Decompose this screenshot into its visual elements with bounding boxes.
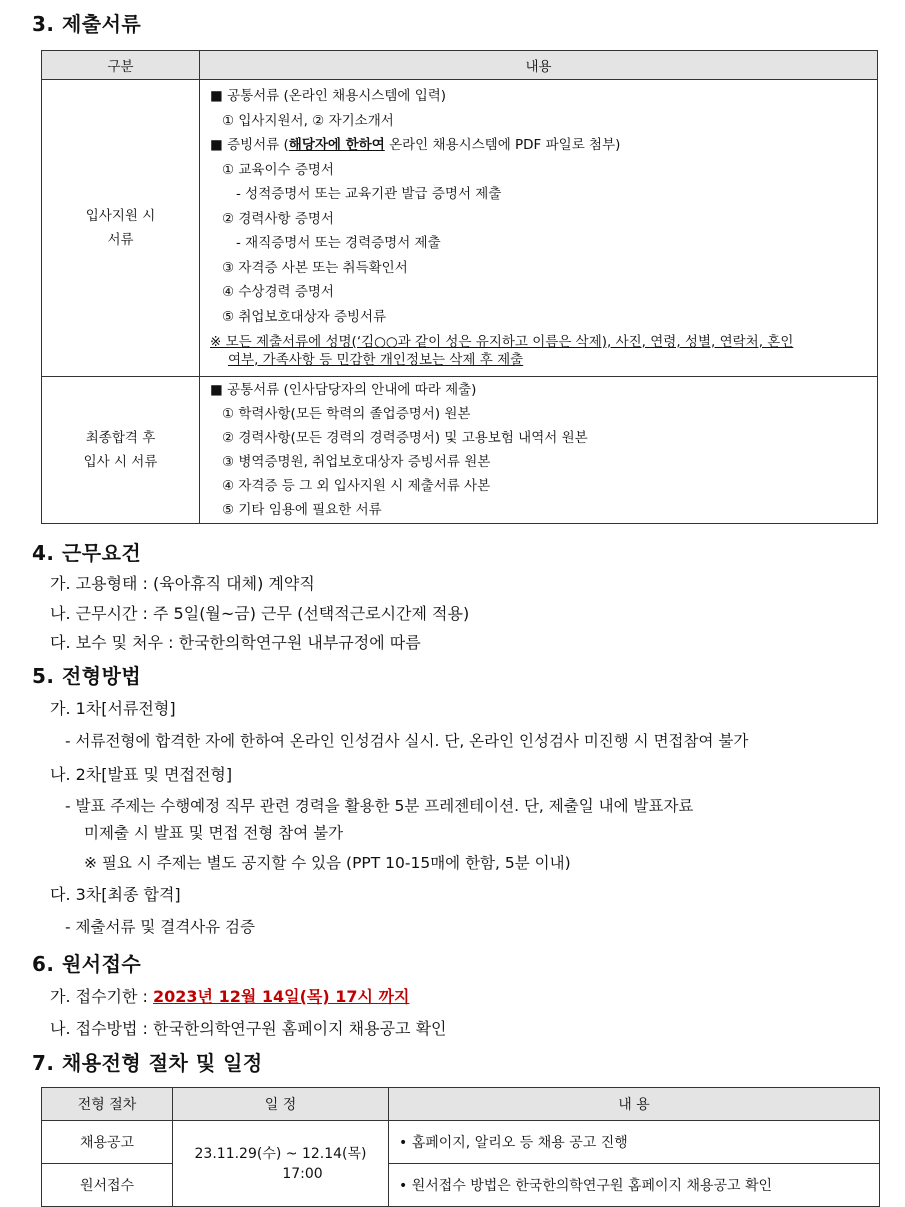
table-row xyxy=(42,377,878,524)
list-item: ② 경력사항(모든 경력의 경력증명서) 및 고용보험 내역서 원본 xyxy=(222,430,588,446)
list-item: ③ 자격증 사본 또는 취득확인서 xyxy=(222,259,408,276)
category-line: 최종합격 후 xyxy=(85,430,156,446)
row-content-application xyxy=(200,80,878,377)
compensation: 다. 보수 및 처우 : 한국한의학연구원 내부규정에 따름 xyxy=(50,633,421,652)
section-3-title: 3. 제출서류 xyxy=(32,12,142,36)
list-item: ■ 공통서류 (인사담당자의 안내에 따라 제출) xyxy=(210,382,477,398)
table-row xyxy=(42,1164,880,1207)
list-item-text: ■ 증빙서류 ( xyxy=(210,137,289,153)
content-announcement: • 홈페이지, 알리오 등 채용 공고 진행 xyxy=(389,1121,880,1164)
category-line: 입사 시 서류 xyxy=(83,454,158,470)
privacy-note xyxy=(210,333,871,369)
note-line: 여부, 가족사항 등 민감한 개인정보는 삭제 후 제출 xyxy=(228,352,524,368)
list-item: ① 학력사항(모든 학력의 졸업증명서) 원본 xyxy=(222,406,471,422)
header-content: 내용 xyxy=(200,51,878,80)
note-line: ※ 모든 제출서류에 성명(‘김○○과 같이 성은 유지하고 이름은 삭제), 사진, 연령, 성별, 연락처, 혼인 xyxy=(210,334,794,350)
date-range: 23.11.29(수) ~ 12.14(목) xyxy=(194,1145,367,1162)
section-5-title: 5. 전형방법 xyxy=(32,664,142,688)
date-time: 17:00 xyxy=(282,1165,323,1182)
deadline-line xyxy=(50,984,409,1007)
stage-3-title: 다. 3차[최종 합격] xyxy=(50,885,181,904)
stage-2-desc: - 발표 주제는 수행예정 직무 관련 경력을 활용한 5분 프레젠테이션. 단, 제출일 내에 발표자료 xyxy=(65,797,694,815)
list-item: ① 입사지원서, ② 자기소개서 xyxy=(222,112,394,129)
list-item: ⑤ 기타 임용에 필요한 서류 xyxy=(222,502,382,518)
header-schedule: 일 정 xyxy=(173,1088,389,1121)
stage-2-title: 나. 2차[발표 및 면접전형] xyxy=(50,765,233,784)
list-item: - 재직증명서 또는 경력증명서 제출 xyxy=(236,235,441,251)
table-header-row xyxy=(42,51,878,80)
header-step: 전형 절차 xyxy=(42,1088,173,1121)
header-content: 내 용 xyxy=(389,1088,880,1121)
stage-2-desc-cont: 미제출 시 발표 및 면접 전형 참여 불가 xyxy=(84,824,344,842)
header-category: 구분 xyxy=(42,51,200,80)
table-header-row xyxy=(42,1088,880,1121)
stage-2-note: ※ 필요 시 주제는 별도 공지할 수 있음 (PPT 10-15매에 한함, 5분 이내) xyxy=(84,854,571,872)
list-item: ① 교육이수 증명서 xyxy=(222,161,334,178)
stage-1-desc: - 서류전형에 합격한 자에 한하여 온라인 인성검사 실시. 단, 온라인 인성검사 미진행 시 면접참여 불가 xyxy=(65,732,749,750)
list-item: ④ 수상경력 증명서 xyxy=(222,284,334,300)
step-application: 원서접수 xyxy=(42,1164,173,1207)
list-item: ② 경력사항 증명서 xyxy=(222,210,334,227)
work-type: 가. 고용형태 : (육아휴직 대체) 계약직 xyxy=(50,574,315,593)
list-item-text: 온라인 채용시스템에 PDF 파일로 첨부) xyxy=(384,137,621,153)
section-7-title: 7. 채용전형 절차 및 일정 xyxy=(32,1051,263,1075)
category-line: 서류 xyxy=(107,232,134,248)
row-category-final xyxy=(42,377,200,524)
emphasis-text: 해당자에 한하여 xyxy=(288,137,385,153)
documents-table xyxy=(41,50,878,524)
stage-1-title: 가. 1차[서류전형] xyxy=(50,699,176,718)
list-item: - 성적증명서 또는 교육기관 발급 증명서 제출 xyxy=(236,186,502,202)
category-line: 입사지원 시 xyxy=(85,208,156,224)
list-item: ④ 자격증 등 그 외 입사지원 시 제출서류 사본 xyxy=(222,478,491,494)
content-application: • 원서접수 방법은 한국한의학연구원 홈페이지 채용공고 확인 xyxy=(389,1164,880,1207)
schedule-table xyxy=(41,1087,880,1207)
section-4-title: 4. 근무요건 xyxy=(32,541,142,565)
list-item: ■ 공통서류 (온라인 채용시스템에 입력) xyxy=(210,88,447,104)
list-item: ⑤ 취업보호대상자 증빙서류 xyxy=(222,308,387,325)
schedule-date xyxy=(173,1121,389,1207)
work-hours: 나. 근무시간 : 주 5일(월~금) 근무 (선택적근로시간제 적용) xyxy=(50,604,470,623)
table-row xyxy=(42,1121,880,1164)
deadline-value: 2023년 12월 14일(목) 17시 까지 xyxy=(153,987,410,1006)
application-method: 나. 접수방법 : 한국한의학연구원 홈페이지 채용공고 확인 xyxy=(50,1019,447,1038)
step-announcement: 채용공고 xyxy=(42,1121,173,1164)
stage-3-desc: - 제출서류 및 결격사유 검증 xyxy=(65,918,256,936)
list-item: ③ 병역증명원, 취업보호대상자 증빙서류 원본 xyxy=(222,454,491,470)
row-content-final xyxy=(200,377,878,524)
table-row xyxy=(42,80,878,377)
deadline-label: 가. 접수기한 : xyxy=(50,987,154,1006)
row-category-application xyxy=(42,80,200,377)
list-item xyxy=(210,133,871,158)
section-6-title: 6. 원서접수 xyxy=(32,952,142,976)
